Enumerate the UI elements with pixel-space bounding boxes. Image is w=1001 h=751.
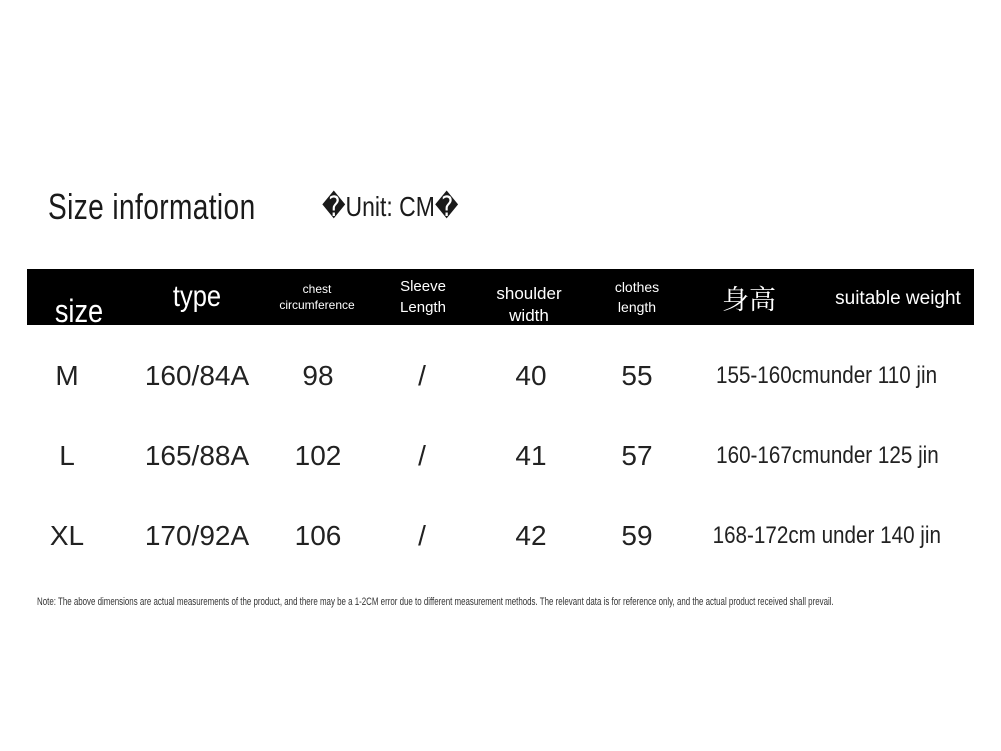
row-size: L xyxy=(59,440,75,471)
header-size: size xyxy=(54,292,104,329)
header-chest-circumference: chest circumference xyxy=(279,282,355,312)
row-sleeve: / xyxy=(418,360,426,391)
row-clothes-length: 55 xyxy=(621,360,653,391)
row-chest: 106 xyxy=(294,520,342,551)
header-shoulder-width: shoulder width xyxy=(496,284,562,325)
row-size: M xyxy=(55,360,79,391)
row-chest: 102 xyxy=(294,440,342,471)
row-recommendation-text: 168-172cm under 140 jin xyxy=(712,522,942,549)
row-recommendation xyxy=(687,506,967,566)
row-sleeve: / xyxy=(418,440,426,471)
unit-label: �Unit: CM� xyxy=(322,191,459,222)
header-height: 身高 xyxy=(722,284,776,315)
row-sleeve: / xyxy=(418,520,426,551)
row-type: 170/92A xyxy=(144,520,250,551)
row-clothes-length: 57 xyxy=(621,440,653,471)
header-clothes-length: clothes length xyxy=(614,279,660,315)
row-recommendation xyxy=(687,346,967,406)
size-table-header xyxy=(27,269,974,329)
row-clothes-length: 59 xyxy=(621,520,653,551)
row-recommendation-text: 160-167cmunder 125 jin xyxy=(715,442,939,469)
row-type: 165/88A xyxy=(144,440,250,471)
table-row-xl xyxy=(27,506,974,566)
size-information-title: Size information xyxy=(48,186,256,227)
row-shoulder: 40 xyxy=(515,360,547,391)
row-size: XL xyxy=(49,520,85,551)
header-suitable-weight: suitable weight xyxy=(835,288,961,309)
row-recommendation xyxy=(687,426,967,486)
row-recommendation-text: 155-160cmunder 110 jin xyxy=(716,362,938,389)
table-row-m xyxy=(27,346,974,406)
row-shoulder: 41 xyxy=(515,440,547,471)
header-type: type xyxy=(172,280,222,313)
row-chest: 98 xyxy=(302,360,334,391)
table-row-l xyxy=(27,426,974,486)
row-shoulder: 42 xyxy=(515,520,547,551)
row-type: 160/84A xyxy=(144,360,250,391)
measurement-note: Note: The above dimensions are actual measurements of the product, and there may be a 1-2CM error due to different measurement methods. The relevant data is for reference only, and the actual product received shall prevail. xyxy=(37,596,834,608)
header-sleeve-length: Sleeve Length xyxy=(400,278,446,316)
